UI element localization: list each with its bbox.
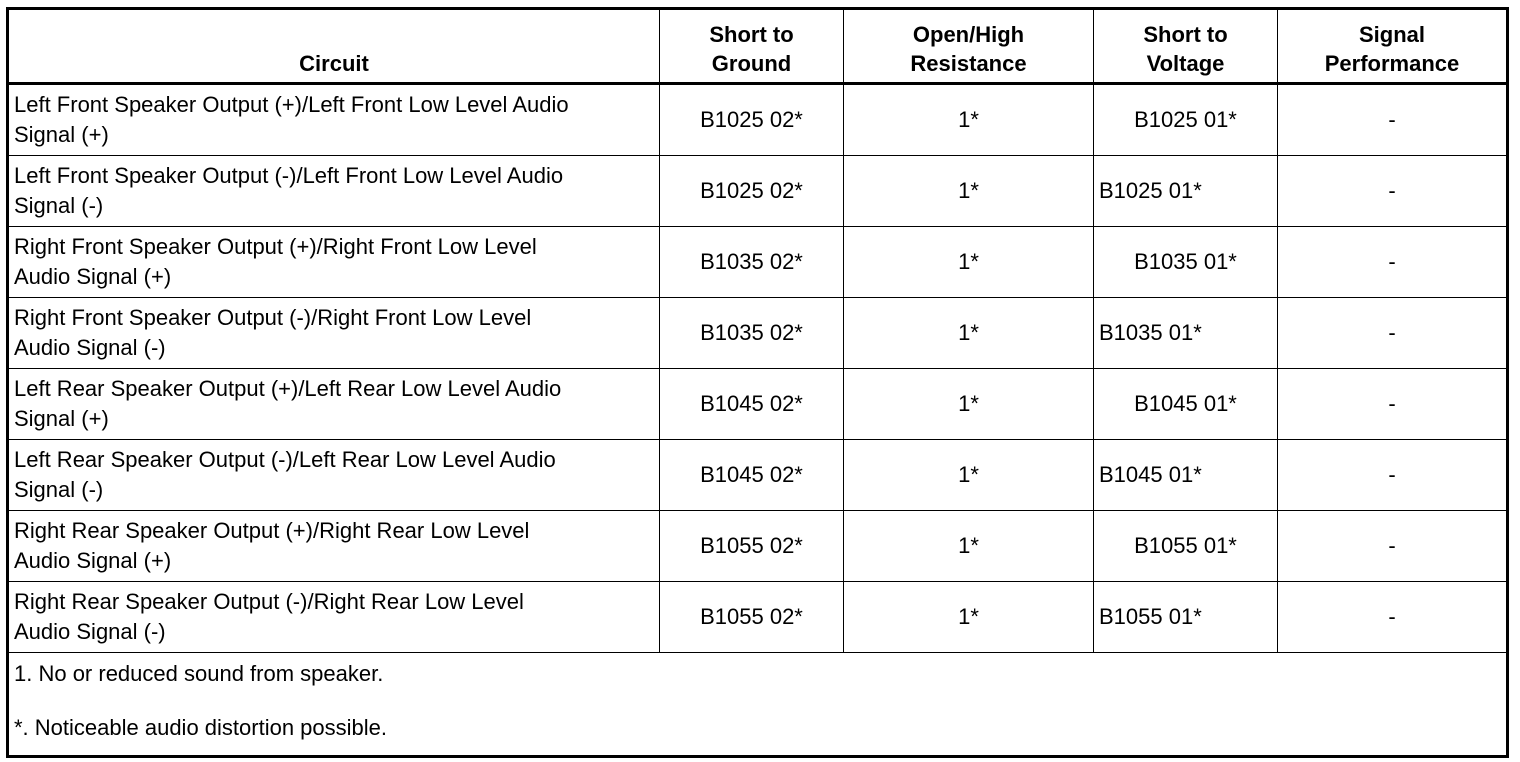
open-high-resistance-cell: 1* <box>844 440 1094 511</box>
circuit-diagnostic-table <box>6 7 1509 758</box>
short-to-ground-cell: B1025 02* <box>660 84 844 156</box>
open-high-resistance-cell: 1* <box>844 298 1094 369</box>
table-row <box>8 156 1508 227</box>
circuit-text-line2: Audio Signal (-) <box>14 335 166 360</box>
short-to-voltage-cell: B1045 01* <box>1094 440 1278 511</box>
signal-performance-cell: - <box>1278 227 1508 298</box>
open-high-resistance-cell: 1* <box>844 156 1094 227</box>
short-to-voltage-cell: B1045 01* <box>1094 369 1278 440</box>
column-header-circuit-label: Circuit <box>299 51 369 76</box>
column-header-short-to-ground-line1: Short to <box>709 22 794 47</box>
circuit-text-line1: Right Rear Speaker Output (-)/Right Rear Low Level <box>14 589 524 614</box>
signal-performance-cell: - <box>1278 511 1508 582</box>
signal-performance-cell: - <box>1278 84 1508 156</box>
short-to-voltage-cell: B1035 01* <box>1094 298 1278 369</box>
open-high-resistance-cell: 1* <box>844 369 1094 440</box>
notes-cell <box>8 653 1508 757</box>
table-row <box>8 369 1508 440</box>
circuit-text-line1: Left Rear Speaker Output (-)/Left Rear Low Level Audio <box>14 447 556 472</box>
circuit-text-line2: Signal (-) <box>14 477 104 502</box>
header-row <box>8 9 1508 84</box>
circuit-cell <box>8 440 660 511</box>
open-high-resistance-cell: 1* <box>844 227 1094 298</box>
signal-performance-cell: - <box>1278 369 1508 440</box>
table-row <box>8 84 1508 156</box>
short-to-ground-cell: B1045 02* <box>660 369 844 440</box>
short-to-ground-cell: B1035 02* <box>660 298 844 369</box>
column-header-signal-performance-line2: Performance <box>1324 51 1460 76</box>
column-header-open-high-line2: Resistance <box>910 51 1027 76</box>
footnote-asterisk: *. Noticeable audio distortion possible. <box>14 715 388 740</box>
circuit-text-line2: Audio Signal (+) <box>14 264 172 289</box>
circuit-text-line1: Left Front Speaker Output (-)/Left Front Low Level Audio <box>14 163 564 188</box>
circuit-text-line1: Right Front Speaker Output (+)/Right Front Low Level <box>14 234 537 259</box>
short-to-voltage-cell: B1055 01* <box>1094 511 1278 582</box>
column-header-open-high-line1: Open/High <box>912 22 1025 47</box>
circuit-cell <box>8 227 660 298</box>
circuit-text-line2: Audio Signal (-) <box>14 619 166 644</box>
signal-performance-cell: - <box>1278 156 1508 227</box>
column-header-short-to-ground <box>660 9 844 84</box>
open-high-resistance-cell: 1* <box>844 84 1094 156</box>
column-header-short-to-voltage <box>1094 9 1278 84</box>
table-row <box>8 440 1508 511</box>
short-to-ground-cell: B1045 02* <box>660 440 844 511</box>
table-row <box>8 227 1508 298</box>
column-header-circuit <box>8 9 660 84</box>
short-to-voltage-cell: B1055 01* <box>1094 582 1278 653</box>
circuit-cell <box>8 84 660 156</box>
circuit-text-line1: Left Front Speaker Output (+)/Left Front Low Level Audio <box>14 92 569 117</box>
circuit-text-line2: Signal (-) <box>14 193 104 218</box>
circuit-cell <box>8 298 660 369</box>
circuit-cell <box>8 511 660 582</box>
table-row <box>8 298 1508 369</box>
column-header-short-to-voltage-line1: Short to <box>1143 22 1228 47</box>
open-high-resistance-cell: 1* <box>844 582 1094 653</box>
short-to-ground-cell: B1055 02* <box>660 582 844 653</box>
short-to-voltage-cell: B1035 01* <box>1094 227 1278 298</box>
short-to-ground-cell: B1025 02* <box>660 156 844 227</box>
circuit-text-line2: Signal (+) <box>14 122 109 147</box>
circuit-cell <box>8 156 660 227</box>
footnote-1: 1. No or reduced sound from speaker. <box>14 661 384 686</box>
short-to-ground-cell: B1035 02* <box>660 227 844 298</box>
table-row <box>8 582 1508 653</box>
short-to-voltage-cell: B1025 01* <box>1094 84 1278 156</box>
circuit-text-line1: Right Front Speaker Output (-)/Right Front Low Level <box>14 305 532 330</box>
circuit-text-line1: Right Rear Speaker Output (+)/Right Rear Low Level <box>14 518 530 543</box>
circuit-text-line1: Left Rear Speaker Output (+)/Left Rear Low Level Audio <box>14 376 562 401</box>
table-row <box>8 511 1508 582</box>
circuit-text-line2: Signal (+) <box>14 406 109 431</box>
column-header-signal-performance <box>1278 9 1508 84</box>
signal-performance-cell: - <box>1278 582 1508 653</box>
circuit-cell <box>8 582 660 653</box>
column-header-open-high-resistance <box>844 9 1094 84</box>
circuit-text-line2: Audio Signal (+) <box>14 548 172 573</box>
open-high-resistance-cell: 1* <box>844 511 1094 582</box>
circuit-cell <box>8 369 660 440</box>
notes-row <box>8 653 1508 757</box>
short-to-ground-cell: B1055 02* <box>660 511 844 582</box>
column-header-short-to-voltage-line2: Voltage <box>1146 51 1225 76</box>
short-to-voltage-cell: B1025 01* <box>1094 156 1278 227</box>
signal-performance-cell: - <box>1278 298 1508 369</box>
column-header-short-to-ground-line2: Ground <box>711 51 792 76</box>
column-header-signal-performance-line1: Signal <box>1358 22 1425 47</box>
signal-performance-cell: - <box>1278 440 1508 511</box>
